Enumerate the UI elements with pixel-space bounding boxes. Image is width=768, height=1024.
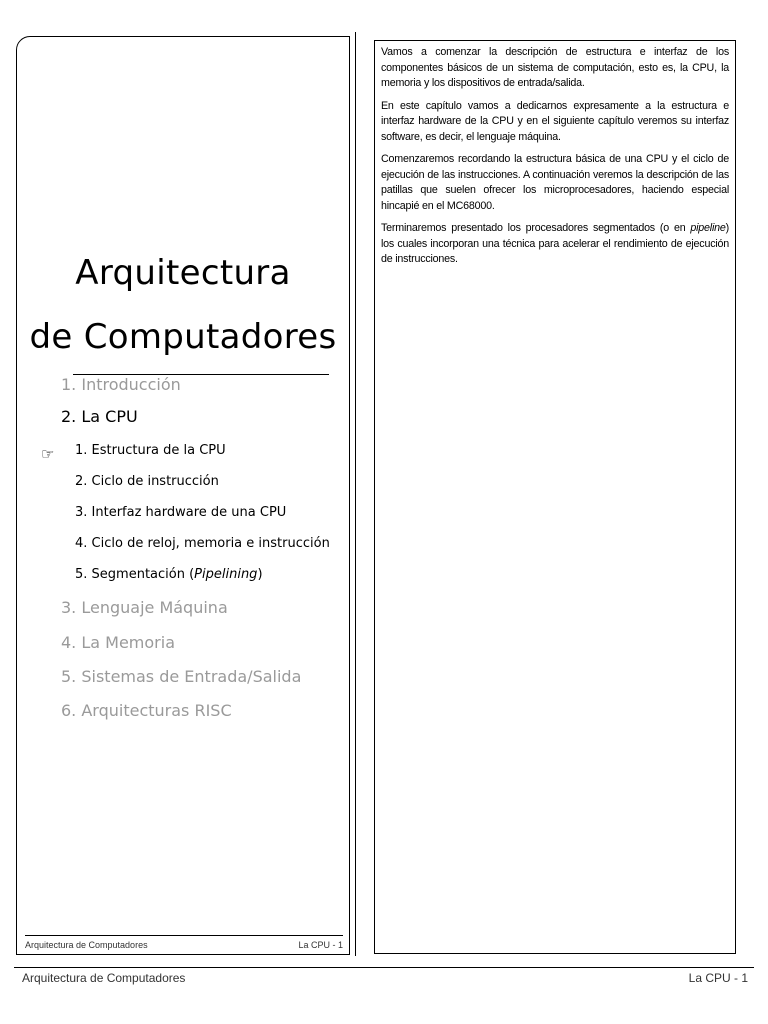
toc-subitem-estructura: 1. Estructura de la CPU [75, 443, 226, 458]
toc-item-lenguaje-maquina: 3. Lenguaje Máquina [61, 598, 228, 617]
page-footer-left: Arquitectura de Computadores [22, 971, 186, 985]
notes-paragraph-3: Comenzaremos recordando la estructura básica de una CPU y el ciclo de ejecución de las instrucciones. A continuación veremos la descripción de las patillas que suelen ofrecer los microprocesadores, haciendo especial hincapié en el MC68000. [381, 153, 729, 212]
notes-paragraph-1: Vamos a comenzar la descripción de estructura e interfaz de los componentes básicos de un sistema de computación, esto es, la CPU, la memoria y los dispositivos de entrada/salida. [381, 46, 729, 89]
slide-edge-line [355, 32, 356, 956]
toc-subitem-interfaz-hardware: 3. Interfaz hardware de una CPU [75, 505, 287, 520]
page-footer-right: La CPU - 1 [688, 971, 748, 985]
segmentacion-suffix: ) [257, 567, 263, 582]
toc-subitem-ciclo-reloj: 4. Ciclo de reloj, memoria e instrucción [75, 536, 330, 551]
toc-item-introduccion: 1. Introducción [61, 375, 181, 394]
notes-p4-prefix: Terminaremos presentado los procesadores segmentados (o en [381, 222, 691, 234]
slide-title-line2: de Computadores [29, 317, 337, 357]
toc-item-risc: 6. Arquitecturas RISC [61, 701, 232, 720]
segmentacion-italic: Pipelining [194, 567, 258, 582]
slide-footer-right: La CPU - 1 [298, 940, 343, 950]
notes-paragraph-4 [381, 221, 729, 268]
hand-pointing-icon: ☞ [41, 446, 55, 463]
notes-panel [374, 40, 736, 954]
notes-paragraph-2: En este capítulo vamos a dedicarnos expresamente a la estructura e interfaz hardware de la CPU y en el siguiente capítulo veremos su interfaz software, es decir, el lenguaje máquina. [381, 99, 729, 143]
segmentacion-prefix: 5. Segmentación ( [75, 567, 195, 582]
slide-title-line1: Arquitectura [75, 253, 291, 293]
page-footer-rule [14, 967, 754, 968]
toc-item-entrada-salida: 5. Sistemas de Entrada/Salida [61, 667, 302, 686]
notes-p4-suffix: ) los cuales incorporan una técnica para acelerar el rendimiento de ejecución de instrucciones. [381, 222, 729, 265]
slide-panel [16, 36, 350, 955]
notes-p4-italic: pipeline [690, 222, 726, 234]
toc-item-la-cpu: 2. La CPU [61, 407, 138, 426]
toc-item-la-memoria: 4. La Memoria [61, 633, 176, 652]
toc-subitem-segmentacion [75, 567, 263, 582]
toc-subitem-ciclo-instruccion: 2. Ciclo de instrucción [75, 474, 219, 489]
slide-footer-left: Arquitectura de Computadores [25, 940, 148, 950]
slide-footer [25, 935, 343, 950]
